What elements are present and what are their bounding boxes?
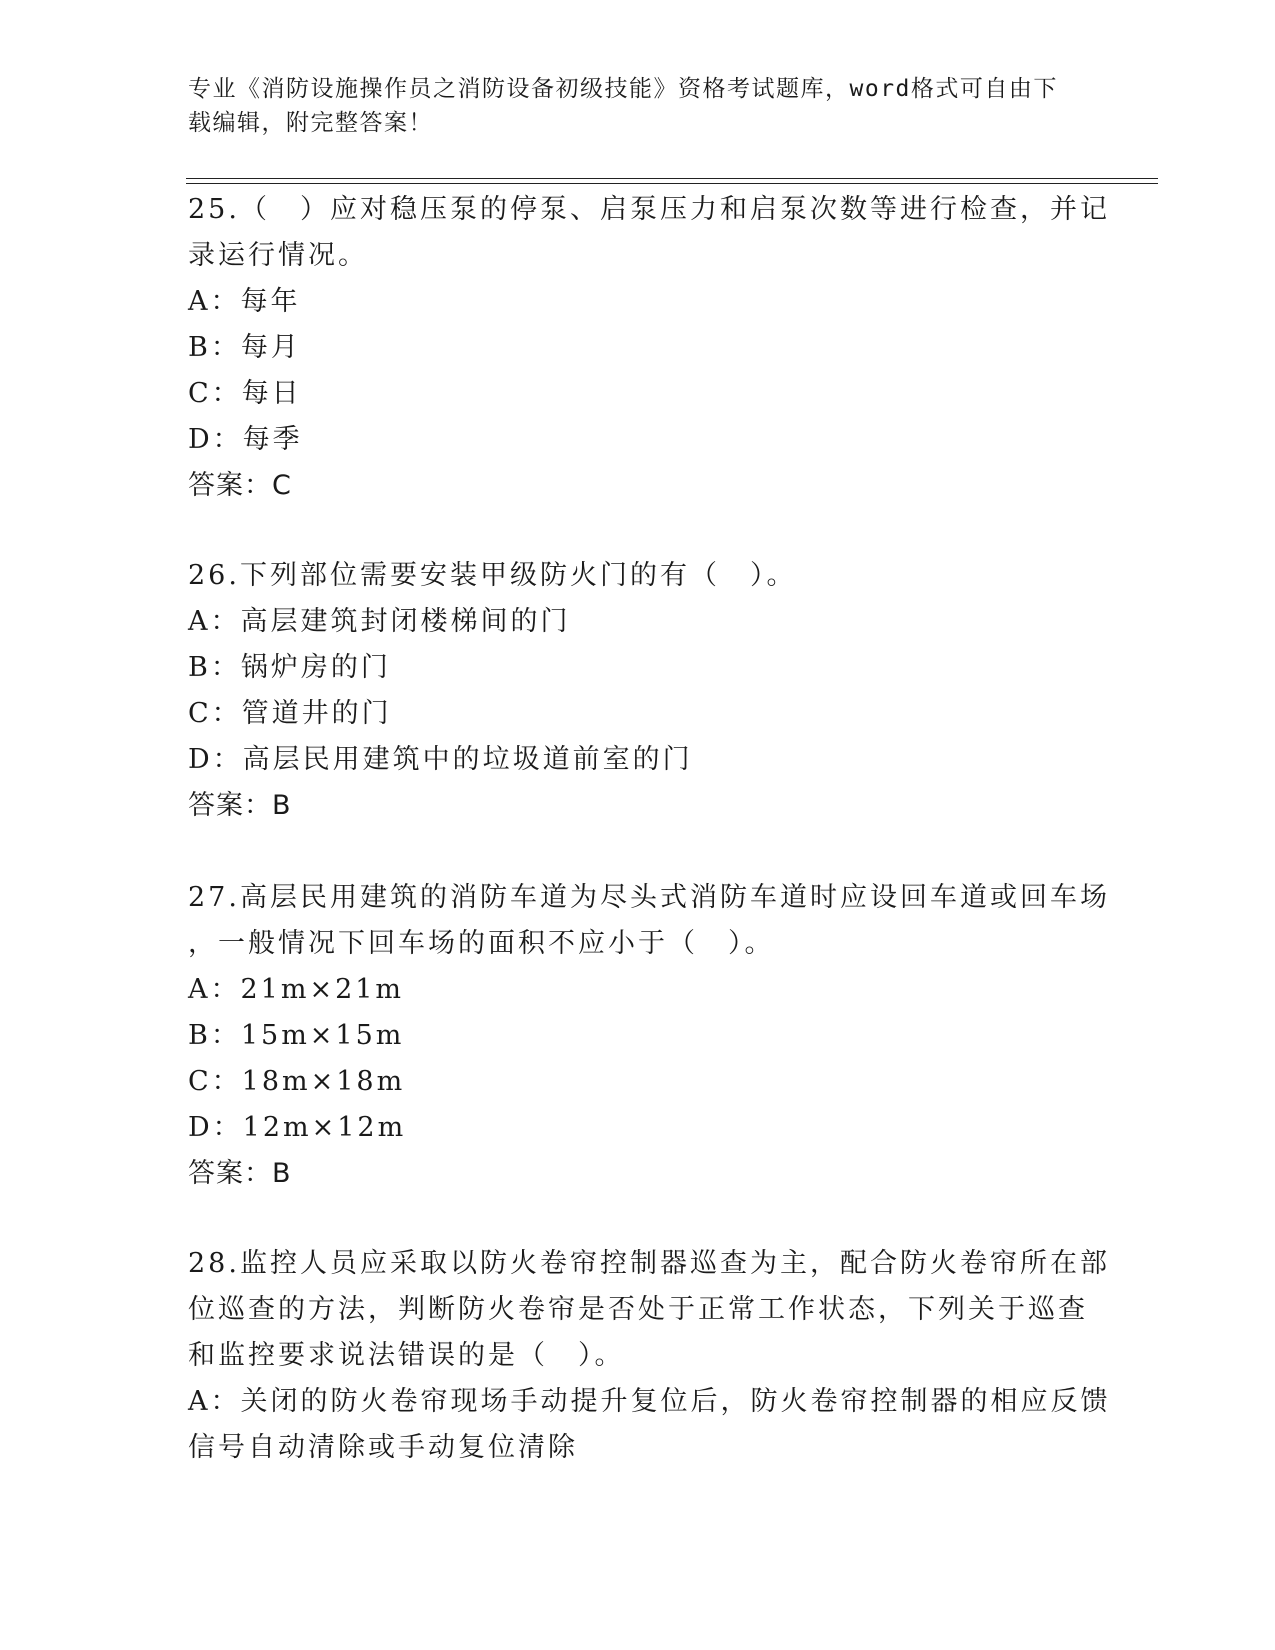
- question-stem-line: 录运行情况。: [188, 240, 368, 271]
- option-b: B：每月: [188, 332, 301, 363]
- question-stem-line: 28.监控人员应采取以防火卷帘控制器巡查为主，配合防火卷帘所在部: [188, 1248, 1110, 1279]
- question-stem-line: 25.（ ）应对稳压泵的停泵、启泵压力和启泵次数等进行检查，并记: [188, 194, 1110, 225]
- header-line-2: 载编辑，附完整答案！: [188, 110, 433, 136]
- question-28: [188, 1241, 1111, 1471]
- option-d: D：高层民用建筑中的垃圾道前室的门: [188, 744, 693, 775]
- option-c: C：18m×18m: [188, 1066, 406, 1097]
- question-27: [188, 875, 1110, 1197]
- question-25: [188, 187, 1110, 509]
- option-d: D：每季: [188, 424, 303, 455]
- header-divider-top: [186, 178, 1158, 179]
- question-26: [188, 553, 1088, 829]
- header-divider-bottom: [186, 183, 1158, 184]
- question-stem-line: 和监控要求说法错误的是（ ）。: [188, 1340, 625, 1371]
- option-a: A：关闭的防火卷帘现场手动提升复位后，防火卷帘控制器的相应反馈: [188, 1386, 1111, 1417]
- option-a: A：高层建筑封闭楼梯间的门: [188, 606, 571, 637]
- option-a: A：每年: [188, 286, 301, 317]
- document-header: [188, 72, 1068, 140]
- header-line-1: 专业《消防设施操作员之消防设备初级技能》资格考试题库，word格式可自由下: [188, 76, 1058, 102]
- answer: 答案：C: [188, 470, 292, 501]
- question-stem-line: 位巡查的方法，判断防火卷帘是否处于正常工作状态，下列关于巡查: [188, 1294, 1088, 1325]
- option-c: C：每日: [188, 378, 302, 409]
- answer: 答案：B: [188, 790, 292, 821]
- question-stem-line: 27.高层民用建筑的消防车道为尽头式消防车道时应设回车道或回车场: [188, 882, 1110, 913]
- option-b: B：15m×15m: [188, 1020, 405, 1051]
- question-stem-line: ，一般情况下回车场的面积不应小于（ ）。: [188, 928, 775, 959]
- option-a-continued: 信号自动清除或手动复位清除: [188, 1432, 578, 1463]
- option-a: A：21m×21m: [188, 974, 405, 1005]
- question-stem-line: 26.下列部位需要安装甲级防火门的有（ ）。: [188, 560, 797, 591]
- answer: 答案：B: [188, 1158, 292, 1189]
- option-d: D：12m×12m: [188, 1112, 407, 1143]
- option-c: C：管道井的门: [188, 698, 392, 729]
- option-b: B：锅炉房的门: [188, 652, 391, 683]
